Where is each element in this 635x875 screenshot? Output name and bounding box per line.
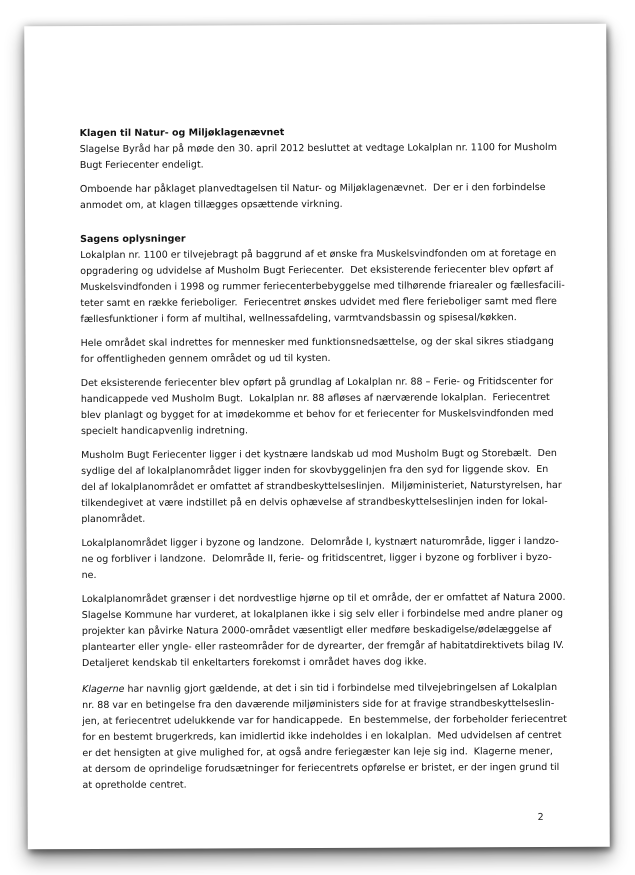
paragraph-kystnaere-landskab: Musholm Bugt Feriecenter ligger i det kystnære landskab ud mod Musholm Bugt og Storebælt. Den sydlige del af lokalplanområdet ligger inden for skovbyggelinjen fra den syd for liggende skov. En del af lokalplanområdet er omfattet af strandbeskyttelseslinjen. Miljøministeriet, Naturstyrelsen, har tilkendegivet at være indstillet på en delvis ophævelse af strandbeskyttelseslinjen inden for lokal- planområdet. bbox=[81, 447, 562, 526]
document-page bbox=[24, 24, 610, 850]
paragraph-zoner: Lokalplanområdet ligger i byzone og landzone. Delområde I, kystnært naturområde, ligger i landzo- ne og forbliver i landzone. Delområde II, ferie- og fritidscentret, ligger i byzone og forbliver i byzo- ne. bbox=[81, 535, 559, 582]
paragraph-hele-omraadet: Hele området skal indrettes for mennesker med funktionsnedsættelse, og der skal sikres stiadgang for offentligheden gennem området og ud til kysten. bbox=[80, 335, 554, 366]
paragraph-natura-2000: Lokalplanområdet grænser i det nordvestlige hjørne op til et område, der er omfattet af Natura 2000. Slagelse Kommune har vurderet, at lokalplanen ikke i sig selv eller i forbindelse med andre planer og projekter kan påvirke Natura 2000-området væsentligt eller medføre beskadigelse/ødelæggelse af plantearter eller yngle- eller rasteområder for de dyrearter, der fremgår af habitatdirektivets bilag IV. Detaljeret kendskab til enkeltarters forekomst i området haves dog ikke. bbox=[81, 591, 566, 670]
paragraph-vedtagelse: Slagelse Byråd har på møde den 30. april 2012 besluttet at vedtage Lokalplan nr. 1100 for Musholm Bugt Feriecenter endeligt. bbox=[79, 141, 557, 172]
page-number: 2 bbox=[537, 812, 544, 824]
document-content bbox=[80, 124, 588, 802]
section-heading-klagen: Klagen til Natur- og Miljøklagenævnet bbox=[79, 127, 285, 140]
paragraph-lokalplan-1100: Lokalplan nr. 1100 er tilvejebragt på baggrund af et ønske fra Muskelsvindfonden om at foretage en opgradering og udvidelse af Musholm Bugt Feriecenter. Det eksisterende feriecenter blev opført af Muskelsvindfonden i 1998 og rummer feriecenterbebyggelse med tilhørende friarealer og fællesfacili- teter samt en række ferieboliger. Feriecentret ønskes udvidet med flere ferieboliger samt med flere fællesfunktioner i form af multihal, wellnessafdeling, varmtvandsbassin og spisesal/køkken. bbox=[80, 247, 565, 326]
klagerne-italic-lead: Klagerne bbox=[82, 683, 125, 696]
klagerne-paragraph-body: har navnlig gjort gældende, at det i sin tid i forbindelse med tilvejebringelsen af Lokalplan nr. 88 var en betingelse fra den daværende miljøministers side for at fravige strandbeskyttelseslin- jen, at feriecentret udelukkende var for handicappede. En bestemmelse, der forbeholder feriecentret for en bestemt brugerkreds, kan imidlertid ikke indeholdes i en lokalplan. Med udvidelsen af centret er det hensigten at give mulighed for, at også andre feriegæster kan leje sig ind. Klagerne mener, at dersom de oprindelige forudsætninger for feriecentrets opførelse er bristet, er der ingen grund til at opretholde centret. bbox=[82, 681, 567, 792]
paragraph-omboende: Omboende har påklaget planvedtagelsen til Natur- og Miljøklagenævnet. Der er i den forbindelse anmodet om, at klagen tillægges opsættende virkning. bbox=[79, 182, 546, 212]
paragraph-lokalplan-88: Det eksisterende feriecenter blev opført på grundlag af Lokalplan nr. 88 – Ferie- og Fritidscenter for handicappede ved Musholm Bugt. Lokalplan nr. 88 afløses af nærværende lokalplan. Feriecentret blev planlagt og bygget for at imødekomme et behov for et feriecenter for Muskelsvindfonden med specielt handicapvenlig indretning. bbox=[80, 375, 554, 438]
section-heading-sagens-oplysninger: Sagens oplysninger bbox=[80, 233, 186, 246]
paragraph-klagerne bbox=[82, 680, 587, 794]
